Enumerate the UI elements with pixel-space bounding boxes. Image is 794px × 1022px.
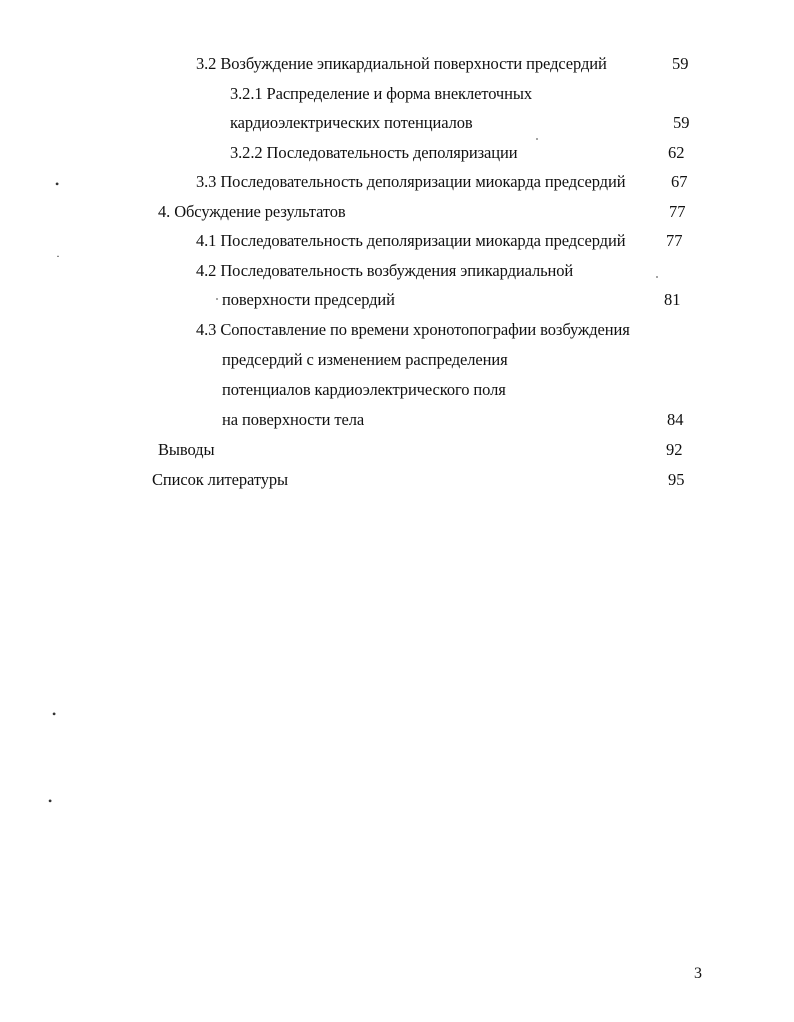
toc-entry-3-2-1: 3.2.1 Распределение и форма внеклеточных (230, 84, 532, 103)
toc-entry-4-1: 4.1 Последовательность деполяризации миокарда предсердий (196, 231, 626, 250)
scan-artifact-mark: • (55, 177, 60, 191)
toc-page-3-2-2: 62 (668, 143, 685, 162)
toc-page-references: 95 (668, 470, 685, 489)
toc-entry-references: Список литературы (152, 470, 289, 489)
toc-entry-4-3-cont3: на поверхности тела (222, 410, 365, 429)
toc-page-4-1: 77 (666, 231, 683, 250)
toc-entry-4-2-cont: поверхности предсердий (222, 290, 395, 309)
toc-entry-3-2-1-cont: кардиоэлектрических потенциалов (230, 113, 473, 132)
toc-page-conclusions: 92 (666, 440, 683, 459)
scan-artifact-mark: • (48, 794, 53, 808)
toc-entry-conclusions: Выводы (158, 440, 215, 459)
toc-entry-4-3-cont1: предсердий с изменением распределения (222, 350, 508, 369)
page-number: 3 (694, 965, 702, 982)
toc-entry-4-3: 4.3 Сопоставление по времени хронотопографии возбуждения (196, 320, 630, 339)
toc-entry-3-2: 3.2 Возбуждение эпикардиальной поверхности предсердий (196, 54, 607, 73)
toc-page-3-3: 67 (671, 172, 688, 191)
scan-speck (216, 298, 218, 300)
toc-entry-4: 4. Обсуждение результатов (158, 202, 346, 221)
toc-entry-4-2: 4.2 Последовательность возбуждения эпикардиальной (196, 261, 574, 280)
scan-speck (656, 276, 658, 278)
toc-entry-3-2-2: 3.2.2 Последовательность деполяризации (230, 143, 518, 162)
toc-page-3-2-1: 59 (673, 113, 690, 132)
scan-artifact-mark: • (52, 707, 57, 721)
toc-entry-3-3: 3.3 Последовательность деполяризации миокарда предсердий (196, 172, 626, 191)
toc-entry-4-3-cont2: потенциалов кардиоэлектрического поля (222, 380, 506, 399)
toc-page-4-2: 81 (664, 290, 681, 309)
scan-speck (536, 138, 538, 140)
toc-page-4-3: 84 (667, 410, 684, 429)
scan-artifact-mark: · (56, 249, 60, 263)
toc-page-3-2: 59 (672, 54, 689, 73)
toc-page-4: 77 (669, 202, 686, 221)
